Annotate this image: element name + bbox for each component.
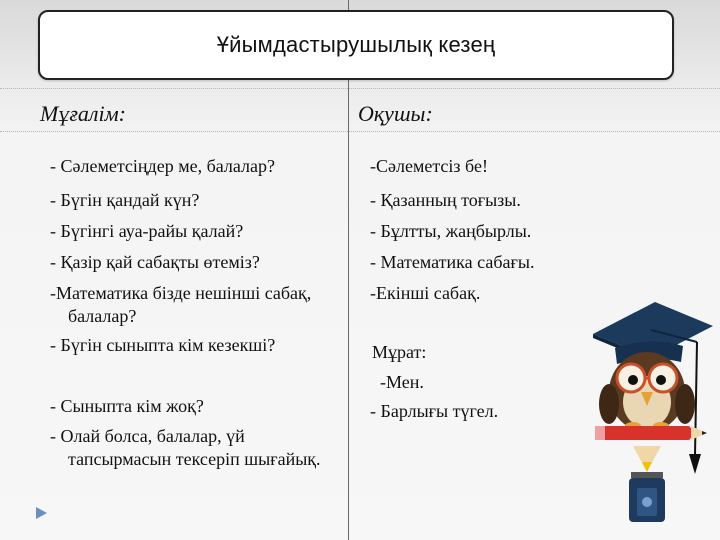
teacher-line: - Сыныпта кім жоқ? (50, 396, 204, 416)
title-box (38, 10, 674, 80)
student-line: -Мен. (380, 372, 424, 392)
triangle-right-icon[interactable] (34, 506, 48, 520)
student-line: - Бұлтты, жаңбырлы. (370, 221, 532, 241)
owl-graduate-on-pencil-icon (585, 296, 715, 526)
dotted-rule-header (0, 131, 720, 132)
teacher-line: - Қазір қай сабақты өтеміз? (50, 252, 260, 272)
dotted-rule-top (0, 88, 720, 89)
teacher-heading: Мұғалім: (40, 101, 126, 126)
student-heading: Оқушы: (358, 101, 433, 126)
teacher-line: - Бүгін сыныпта кім кезекші? (50, 335, 276, 355)
teacher-line: тапсырмасын тексеріп шығайық. (68, 449, 321, 469)
teacher-line: - Сәлеметсіңдер ме, балалар? (50, 156, 275, 176)
slide-title: Ұйымдастырушылық кезең (216, 32, 496, 57)
teacher-line: - Бүгінгі ауа-райы қалай? (50, 221, 244, 241)
student-line: -Екінші сабақ. (370, 283, 481, 303)
student-line: - Қазанның тоғызы. (370, 190, 521, 210)
teacher-line: - Бүгін қандай күн? (50, 190, 200, 210)
teacher-line: балалар? (68, 306, 137, 326)
column-divider (348, 0, 349, 540)
student-line: - Барлығы түгел. (370, 401, 499, 421)
student-line: -Сәлеметсіз бе! (370, 156, 488, 176)
student-line: - Математика сабағы. (370, 252, 535, 272)
teacher-line: - Олай болса, балалар, үй (50, 426, 245, 446)
student-name: Мұрат: (372, 342, 427, 362)
teacher-line: -Математика бізде нешінші сабақ, (50, 283, 312, 303)
